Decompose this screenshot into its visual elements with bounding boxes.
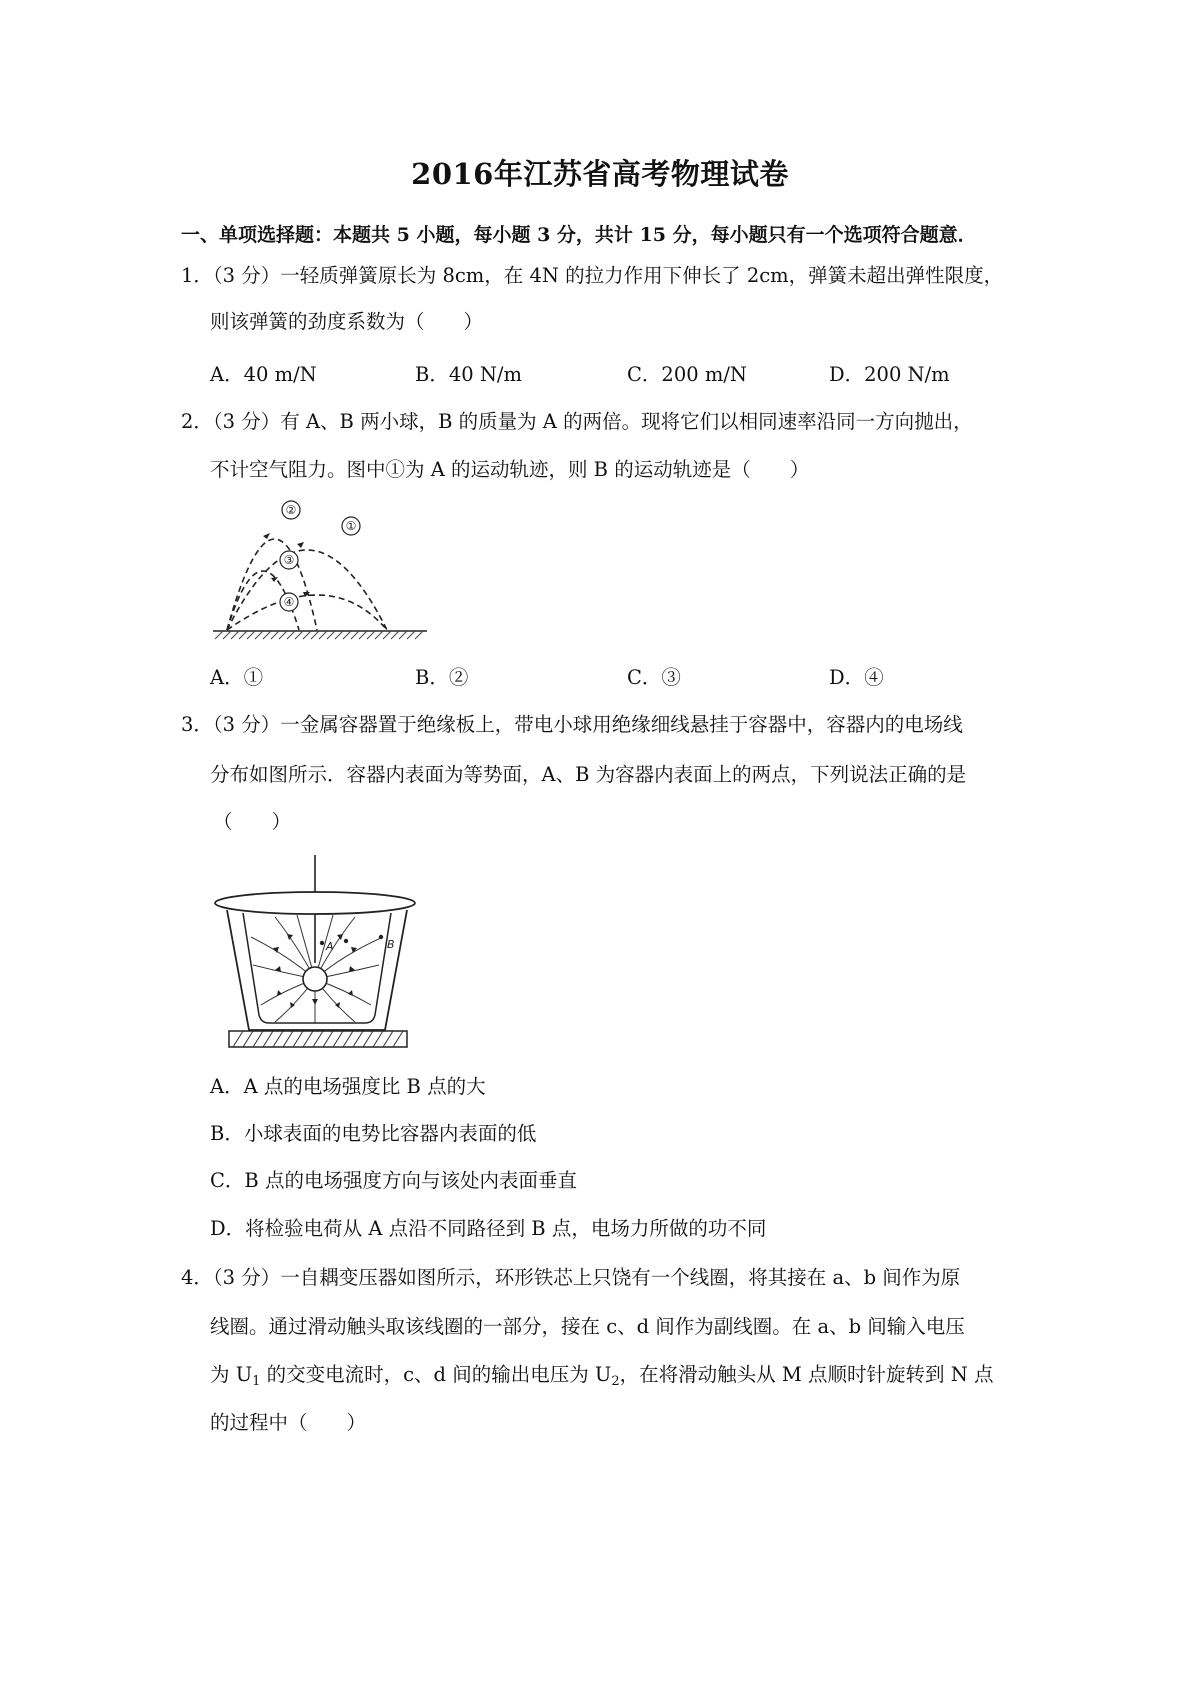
figure-label-b: B bbox=[387, 938, 395, 951]
point-marker-top bbox=[344, 939, 348, 943]
point-a-marker bbox=[320, 941, 324, 945]
q1-option-a: A．40 m/N bbox=[210, 363, 317, 386]
q1-line-2: 则该弹簧的劲度系数为（ ） bbox=[210, 310, 484, 333]
q4-subscript-2: 2 bbox=[611, 1374, 620, 1389]
q4-line-3-part-c: ，在将滑动触头从 M 点顺时针旋转到 N 点 bbox=[619, 1363, 994, 1386]
q1-option-b: B．40 N/m bbox=[415, 363, 522, 386]
ground-hatching bbox=[215, 631, 423, 639]
q4-line-1: 4．（3 分）一自耦变压器如图所示，环形铁芯上只饶有一个线圈，将其接在 a、b 间作为原 bbox=[181, 1266, 961, 1289]
projectile-trajectory-figure bbox=[205, 496, 450, 646]
q2-option-b: B．② bbox=[415, 666, 469, 689]
q3-option-a: A．A 点的电场强度比 B 点的大 bbox=[210, 1075, 486, 1098]
q3-option-d: D．将检验电荷从 A 点沿不同路径到 B 点，电场力所做的功不同 bbox=[210, 1217, 767, 1240]
q2-line-1: 2．（3 分）有 A、B 两小球，B 的质量为 A 的两倍。现将它们以相同速率沿同一方向抛出， bbox=[181, 410, 973, 433]
q4-line-3 bbox=[210, 1363, 994, 1389]
trajectory-2 bbox=[227, 539, 317, 630]
charged-ball bbox=[303, 967, 327, 991]
q3-option-b: B．小球表面的电势比容器内表面的低 bbox=[210, 1122, 537, 1145]
figure-label-2: ② bbox=[285, 503, 297, 517]
q4-subscript-1: 1 bbox=[252, 1374, 261, 1389]
q1-line-1: 1．（3 分）一轻质弹簧原长为 8cm，在 4N 的拉力作用下伸长了 2cm，弹簧未超出弹性限度， bbox=[181, 264, 1004, 287]
figure-label-4: ④ bbox=[283, 595, 295, 609]
q3-option-c: C．B 点的电场强度方向与该处内表面垂直 bbox=[210, 1169, 577, 1192]
q4-line-2: 线圈。通过滑动触头取该线圈的一部分，接在 c、d 间作为副线圈。在 a、b 间输入电压 bbox=[210, 1315, 965, 1338]
q2-line-2: 不计空气阻力。图中①为 A 的运动轨迹，则 B 的运动轨迹是（ ） bbox=[210, 458, 810, 481]
figure-label-3: ③ bbox=[283, 553, 295, 567]
page-title: 2016年江苏省高考物理试卷 bbox=[411, 157, 789, 191]
q2-option-d: D．④ bbox=[829, 666, 884, 689]
q4-line-3-part-b: 的交变电流时，c、d 间的输出电压为 U bbox=[260, 1363, 612, 1386]
section-heading: 一、单项选择题：本题共 5 小题，每小题 3 分，共计 15 分，每小题只有一个选项符合题意． bbox=[181, 224, 977, 246]
q1-option-c: C．200 m/N bbox=[627, 363, 747, 386]
q3-line-1: 3．（3 分）一金属容器置于绝缘板上，带电小球用绝缘细线悬挂于容器中，容器内的电场线 bbox=[181, 713, 963, 736]
trajectory-4 bbox=[227, 595, 387, 630]
metal-container-field-figure bbox=[205, 855, 425, 1055]
q1-option-d: D．200 N/m bbox=[829, 363, 950, 386]
container-rim bbox=[215, 892, 415, 914]
point-b-marker bbox=[379, 935, 383, 939]
q4-line-3-part-a: 为 U bbox=[210, 1363, 253, 1386]
q2-option-c: C．③ bbox=[627, 666, 681, 689]
q3-line-2: 分布如图所示．容器内表面为等势面，A、B 为容器内表面上的两点，下列说法正确的是 bbox=[210, 763, 967, 786]
q3-line-3: （ ） bbox=[213, 810, 292, 833]
figure-label-1: ① bbox=[345, 519, 357, 533]
figure-label-a: A bbox=[326, 940, 334, 953]
q2-option-a: A．① bbox=[210, 666, 264, 689]
q4-line-4: 的过程中（ ） bbox=[210, 1411, 367, 1434]
